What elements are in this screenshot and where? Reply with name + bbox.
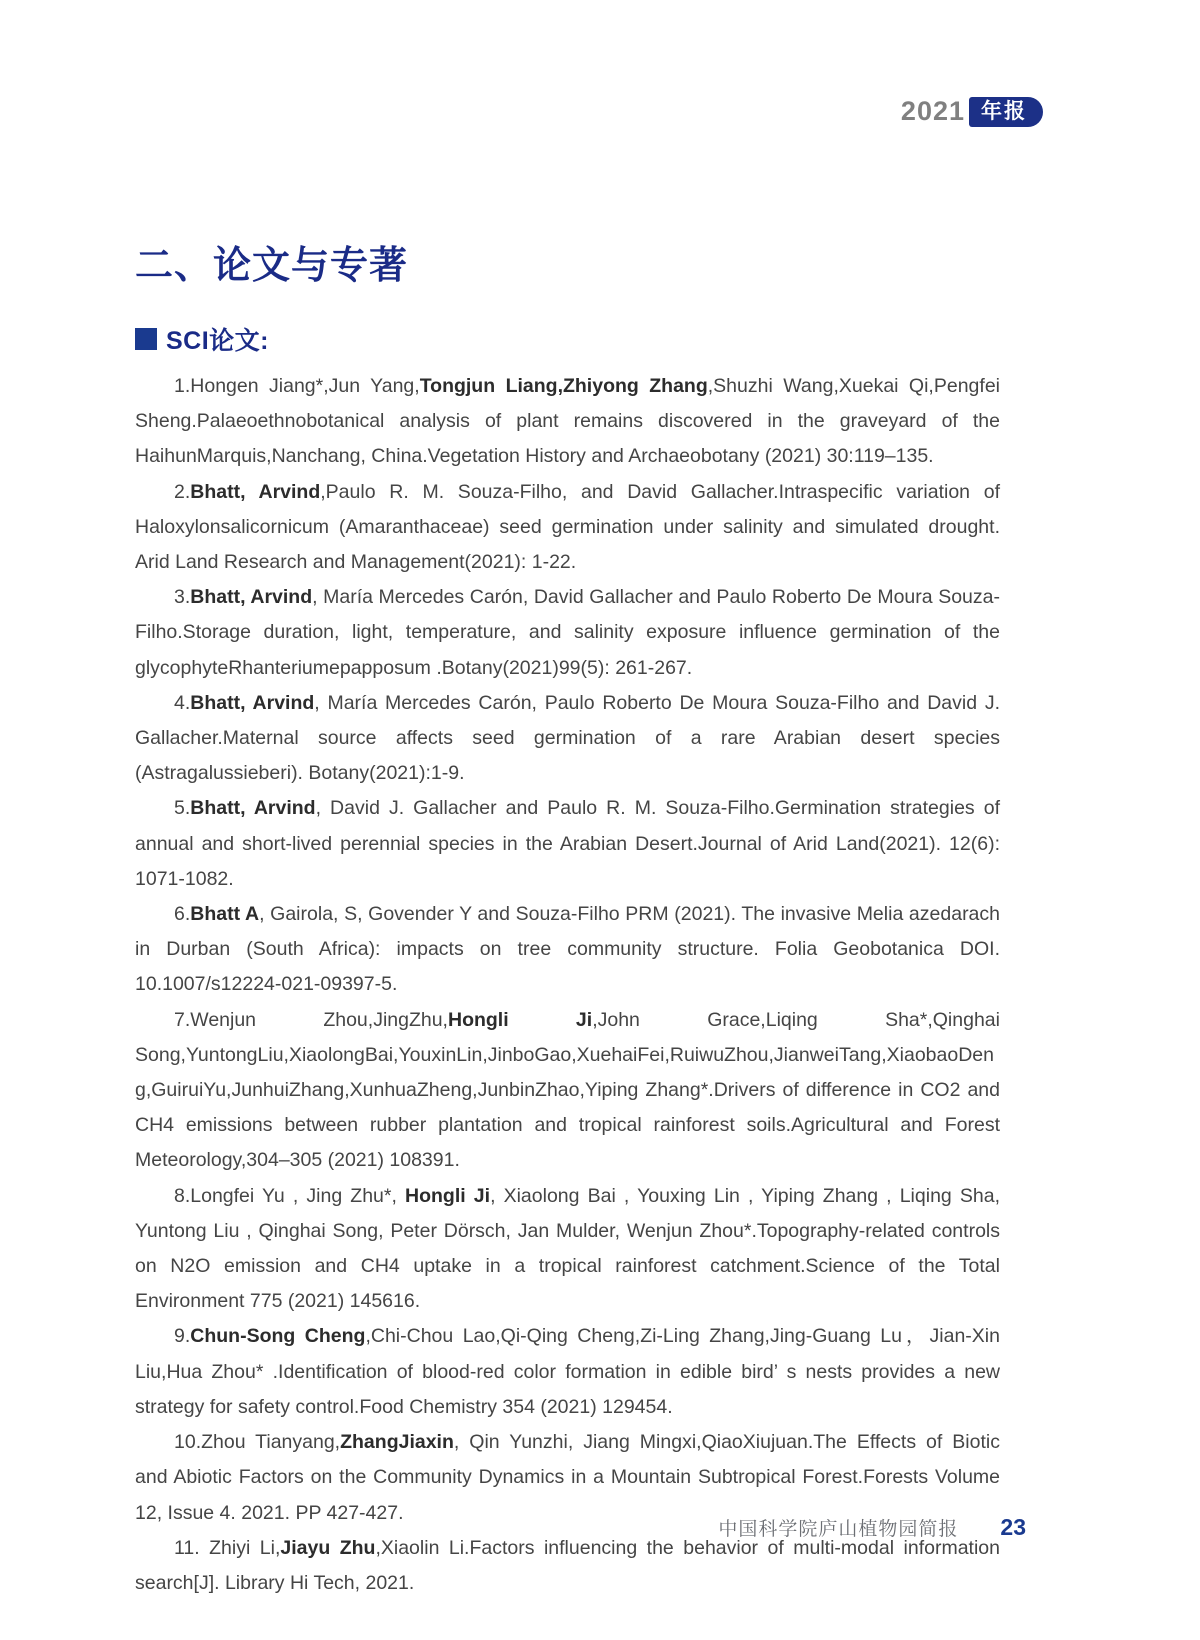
section-header (135, 321, 1000, 357)
paper-item (135, 369, 1000, 475)
paper-author-bold: Hongli Ji (405, 1184, 491, 1207)
paper-text: 11. Zhiyi Li, (174, 1536, 281, 1559)
paper-author-bold: Bhatt, Arvind (190, 586, 313, 609)
paper-text: 9. (174, 1325, 191, 1348)
paper-text: ,Chi-Chou Lao,Qi-Qing Cheng,Zi-Ling Zhang,Jing-Guang Lu，Jian-Xin Liu,Hua Zhou* .Identification of blood-red color formation in edible bird’ s nests provides a new strategy for safety control.Food Chemistry 354 (2021) 129454. (135, 1325, 1000, 1418)
paper-item (135, 686, 1000, 792)
paper-text: , Xiaolong Bai , Youxing Lin , Yiping Zhang , Liqing Sha, Yuntong Liu , Qinghai Song, Peter Dörsch, Jan Mulder, Wenjun Zhou*.Topography-related controls on N2O emission and CH4 uptake in a tropical rainforest catchment.Science of the Total Environment 775 (2021) 145616. (135, 1184, 1000, 1313)
header-badge-label: 年报 (969, 97, 1043, 127)
footer-page-number: 23 (1000, 1514, 1026, 1540)
papers-list (135, 369, 1000, 1601)
paper-text: , María Mercedes Carón, David Gallacher and Paulo Roberto De Moura Souza-Filho.Storage duration, light, temperature, and salinity exposure influence germination of the glycophyteRhanteriumepapposum .Botany(2021)99(5): 261-267. (135, 586, 1000, 679)
paper-text: ,Shuzhi Wang,Xuekai Qi,Pengfei Sheng.Palaeoethnobotanical analysis of plant remains discovered in the graveyard of the HaihunMarquis,Nanchang, China.Vegetation History and Archaeobotany (2021) 30:119–135. (135, 375, 1000, 468)
section-label: SCI论文: (166, 327, 270, 355)
paper-author-bold: Bhatt, Arvind (190, 797, 316, 820)
paper-text: 2. (174, 480, 191, 503)
paper-text: 1.Hongen Jiang*,Jun Yang, (174, 375, 420, 397)
main-content (135, 0, 1000, 1601)
paper-author-bold: Tongjun Liang,Zhiyong Zhang (419, 375, 708, 397)
paper-text: ,Xiaolin Li.Factors influencing the behavior of multi-modal information search[J]. Library Hi Tech, 2021. (135, 1536, 1000, 1594)
paper-author-bold: Bhatt A (190, 903, 260, 926)
paper-text: 8.Longfei Yu , Jing Zhu*, (174, 1184, 406, 1207)
paper-author-bold: Bhatt, Arvind (190, 480, 321, 503)
paper-item (135, 1003, 1000, 1179)
paper-item (135, 897, 1000, 1003)
paper-author-bold: ZhangJiaxin (340, 1431, 454, 1454)
paper-item (135, 1319, 1000, 1425)
footer-publication-name: 中国科学院庐山植物园简报 (718, 1519, 959, 1540)
paper-text: ,Paulo R. M. Souza-Filho, and David Gallacher.Intraspecific variation of Haloxylonsalicornicum (Amaranthaceae) seed germination under salinity and simulated drought. Arid Land Research and Management(2021): 1-22. (135, 480, 1000, 574)
paper-text: 3. (174, 586, 191, 609)
paper-item (135, 580, 1000, 686)
paper-item (135, 1179, 1000, 1320)
paper-item (135, 475, 1000, 581)
paper-text: ,John Grace,Liqing Sha*,Qinghai Song,YuntongLiu,XiaolongBai,YouxinLin,JinboGao,XuehaiFei,RuiwuZhou,JianweiTang,XiaobaoDeng,GuiruiYu,JunhuiZhang,XunhuaZheng,JunbinZhao,Yiping Zhang*.Drivers of difference in CO2 and CH4 emissions between rubber plantation and tropical rainforest soils.Agricultural and Forest Meteorology,304–305 (2021) 108391. (135, 1008, 1000, 1172)
header-year-badge (901, 96, 1043, 127)
paper-author-bold: Jiayu Zhu (280, 1536, 376, 1559)
paper-text: 5. (174, 797, 191, 820)
paper-text: , David J. Gallacher and Paulo R. M. Souza-Filho.Germination strategies of annual and short-lived perennial species in the Arabian Desert.Journal of Arid Land(2021). 12(6): 1071-1082. (135, 797, 1000, 890)
header-year: 2021 (900, 96, 965, 126)
paper-text: , Qin Yunzhi, Jiang Mingxi,QiaoXiujuan.The Effects of Biotic and Abiotic Factors on the Community Dynamics in a Mountain Subtropical Forest.Forests Volume 12, Issue 4. 2021. PP 427-427. (135, 1431, 1000, 1524)
paper-author-bold: Chun-Song Cheng (190, 1325, 366, 1348)
paper-text: 4. (174, 691, 191, 714)
paper-text: , Gairola, S, Govender Y and Souza-Filho PRM (2021). The invasive Melia azedarach in Durban (South Africa): impacts on tree community structure. Folia Geobotanica DOI. 10.1007/s12224-021-09397-5. (135, 903, 1000, 996)
page-footer (718, 1514, 1026, 1541)
paper-text: 10.Zhou Tianyang, (174, 1431, 341, 1454)
paper-author-bold: Hongli Ji (447, 1008, 593, 1031)
page-title: 二、论文与专著 (135, 245, 409, 287)
section-bullet-square-icon (135, 328, 157, 350)
paper-item (135, 791, 1000, 897)
paper-author-bold: Bhatt, Arvind (190, 691, 315, 714)
paper-text: 6. (174, 903, 191, 926)
paper-text: , María Mercedes Carón, Paulo Roberto De Moura Souza-Filho and David J. Gallacher.Maternal source affects seed germination of a rare Arabian desert species (Astragalussieberi). Botany(2021):1-9. (135, 691, 1000, 785)
paper-item (135, 1531, 1000, 1601)
paper-text: 7.Wenjun Zhou,JingZhu, (174, 1008, 448, 1031)
